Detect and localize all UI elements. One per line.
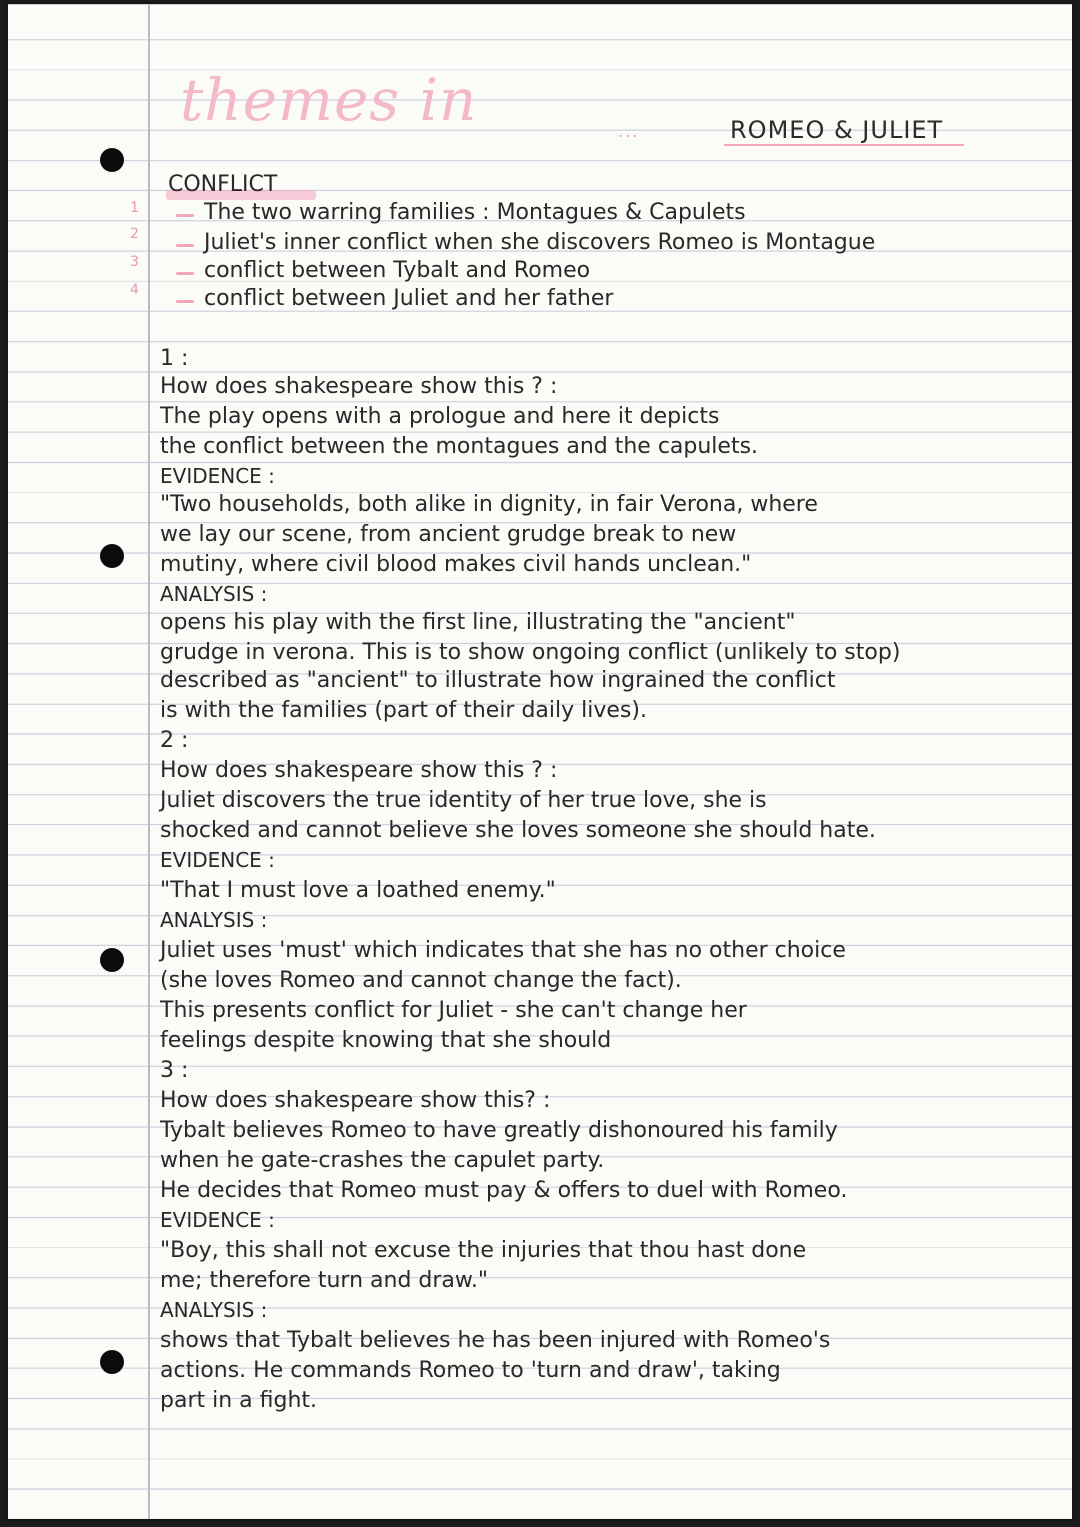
description-line: Tybalt believes Romeo to have greatly dishonoured his family: [160, 1118, 838, 1143]
analysis-line: This presents conflict for Juliet - she can't change her: [160, 998, 747, 1023]
description-line: shocked and cannot believe she loves someone she should hate.: [160, 818, 876, 843]
evidence-line: mutiny, where civil blood makes civil hands unclean.": [160, 552, 752, 577]
title-dots: ...: [618, 122, 640, 141]
analysis-line: grudge in verona. This is to show ongoing conflict (unlikely to stop): [160, 640, 901, 665]
evidence-line: "Two households, both alike in dignity, in fair Verona, where: [160, 492, 818, 517]
title-underline: [724, 144, 964, 146]
notebook-page: [8, 4, 1072, 1519]
analysis-line: shows that Tybalt believes he has been injured with Romeo's: [160, 1328, 831, 1353]
margin-number: 3: [130, 254, 139, 270]
conflict-item: The two warring families : Montagues & Capulets: [204, 200, 746, 225]
binder-hole: [100, 544, 124, 568]
analysis-label: ANALYSIS :: [160, 1298, 268, 1322]
analysis-label: ANALYSIS :: [160, 582, 268, 606]
evidence-label: EVIDENCE :: [160, 464, 275, 488]
evidence-label: EVIDENCE :: [160, 848, 275, 872]
description-line: The play opens with a prologue and here it depicts: [160, 404, 720, 429]
margin-line: [148, 4, 150, 1519]
margin-number: 1: [130, 200, 139, 216]
bullet-dash: [176, 244, 194, 247]
binder-hole: [100, 1350, 124, 1374]
conflict-heading: CONFLICT: [168, 172, 278, 197]
conflict-item: conflict between Juliet and her father: [204, 286, 614, 311]
analysis-line: part in a fight.: [160, 1388, 318, 1413]
evidence-line: me; therefore turn and draw.": [160, 1268, 488, 1293]
description-line: the conflict between the montagues and the capulets.: [160, 434, 759, 459]
analysis-line: feelings despite knowing that she should: [160, 1028, 612, 1053]
title-script: themes in: [180, 66, 478, 134]
section-number: 3 :: [160, 1058, 189, 1083]
description-line: when he gate-crashes the capulet party.: [160, 1148, 605, 1173]
evidence-line: we lay our scene, from ancient grudge break to new: [160, 522, 737, 547]
margin-number: 2: [130, 226, 139, 242]
bullet-dash: [176, 214, 194, 217]
description-line: He decides that Romeo must pay & offers to duel with Romeo.: [160, 1178, 848, 1203]
section-number: 2 :: [160, 728, 189, 753]
analysis-line: described as "ancient" to illustrate how ingrained the conflict: [160, 668, 836, 693]
conflict-item: conflict between Tybalt and Romeo: [204, 258, 591, 283]
analysis-line: (she loves Romeo and cannot change the fact).: [160, 968, 682, 993]
evidence-label: EVIDENCE :: [160, 1208, 275, 1232]
binder-hole: [100, 148, 124, 172]
title-play-name: ROMEO & JULIET: [730, 116, 944, 144]
analysis-line: opens his play with the first line, illustrating the "ancient": [160, 610, 796, 635]
analysis-label: ANALYSIS :: [160, 908, 268, 932]
analysis-line: is with the families (part of their daily lives).: [160, 698, 647, 723]
analysis-line: Juliet uses 'must' which indicates that she has no other choice: [160, 938, 846, 963]
bullet-dash: [176, 272, 194, 275]
section-number: 1 :: [160, 346, 189, 371]
section-question: How does shakespeare show this ? :: [160, 374, 558, 399]
evidence-line: "Boy, this shall not excuse the injuries that thou hast done: [160, 1238, 807, 1263]
margin-number: 4: [130, 282, 139, 298]
conflict-item: Juliet's inner conflict when she discovers Romeo is Montague: [204, 230, 876, 255]
bullet-dash: [176, 300, 194, 303]
section-question: How does shakespeare show this? :: [160, 1088, 551, 1113]
binder-hole: [100, 948, 124, 972]
analysis-line: actions. He commands Romeo to 'turn and draw', taking: [160, 1358, 781, 1383]
description-line: Juliet discovers the true identity of her true love, she is: [160, 788, 767, 813]
evidence-line: "That I must love a loathed enemy.": [160, 878, 556, 903]
section-question: How does shakespeare show this ? :: [160, 758, 558, 783]
